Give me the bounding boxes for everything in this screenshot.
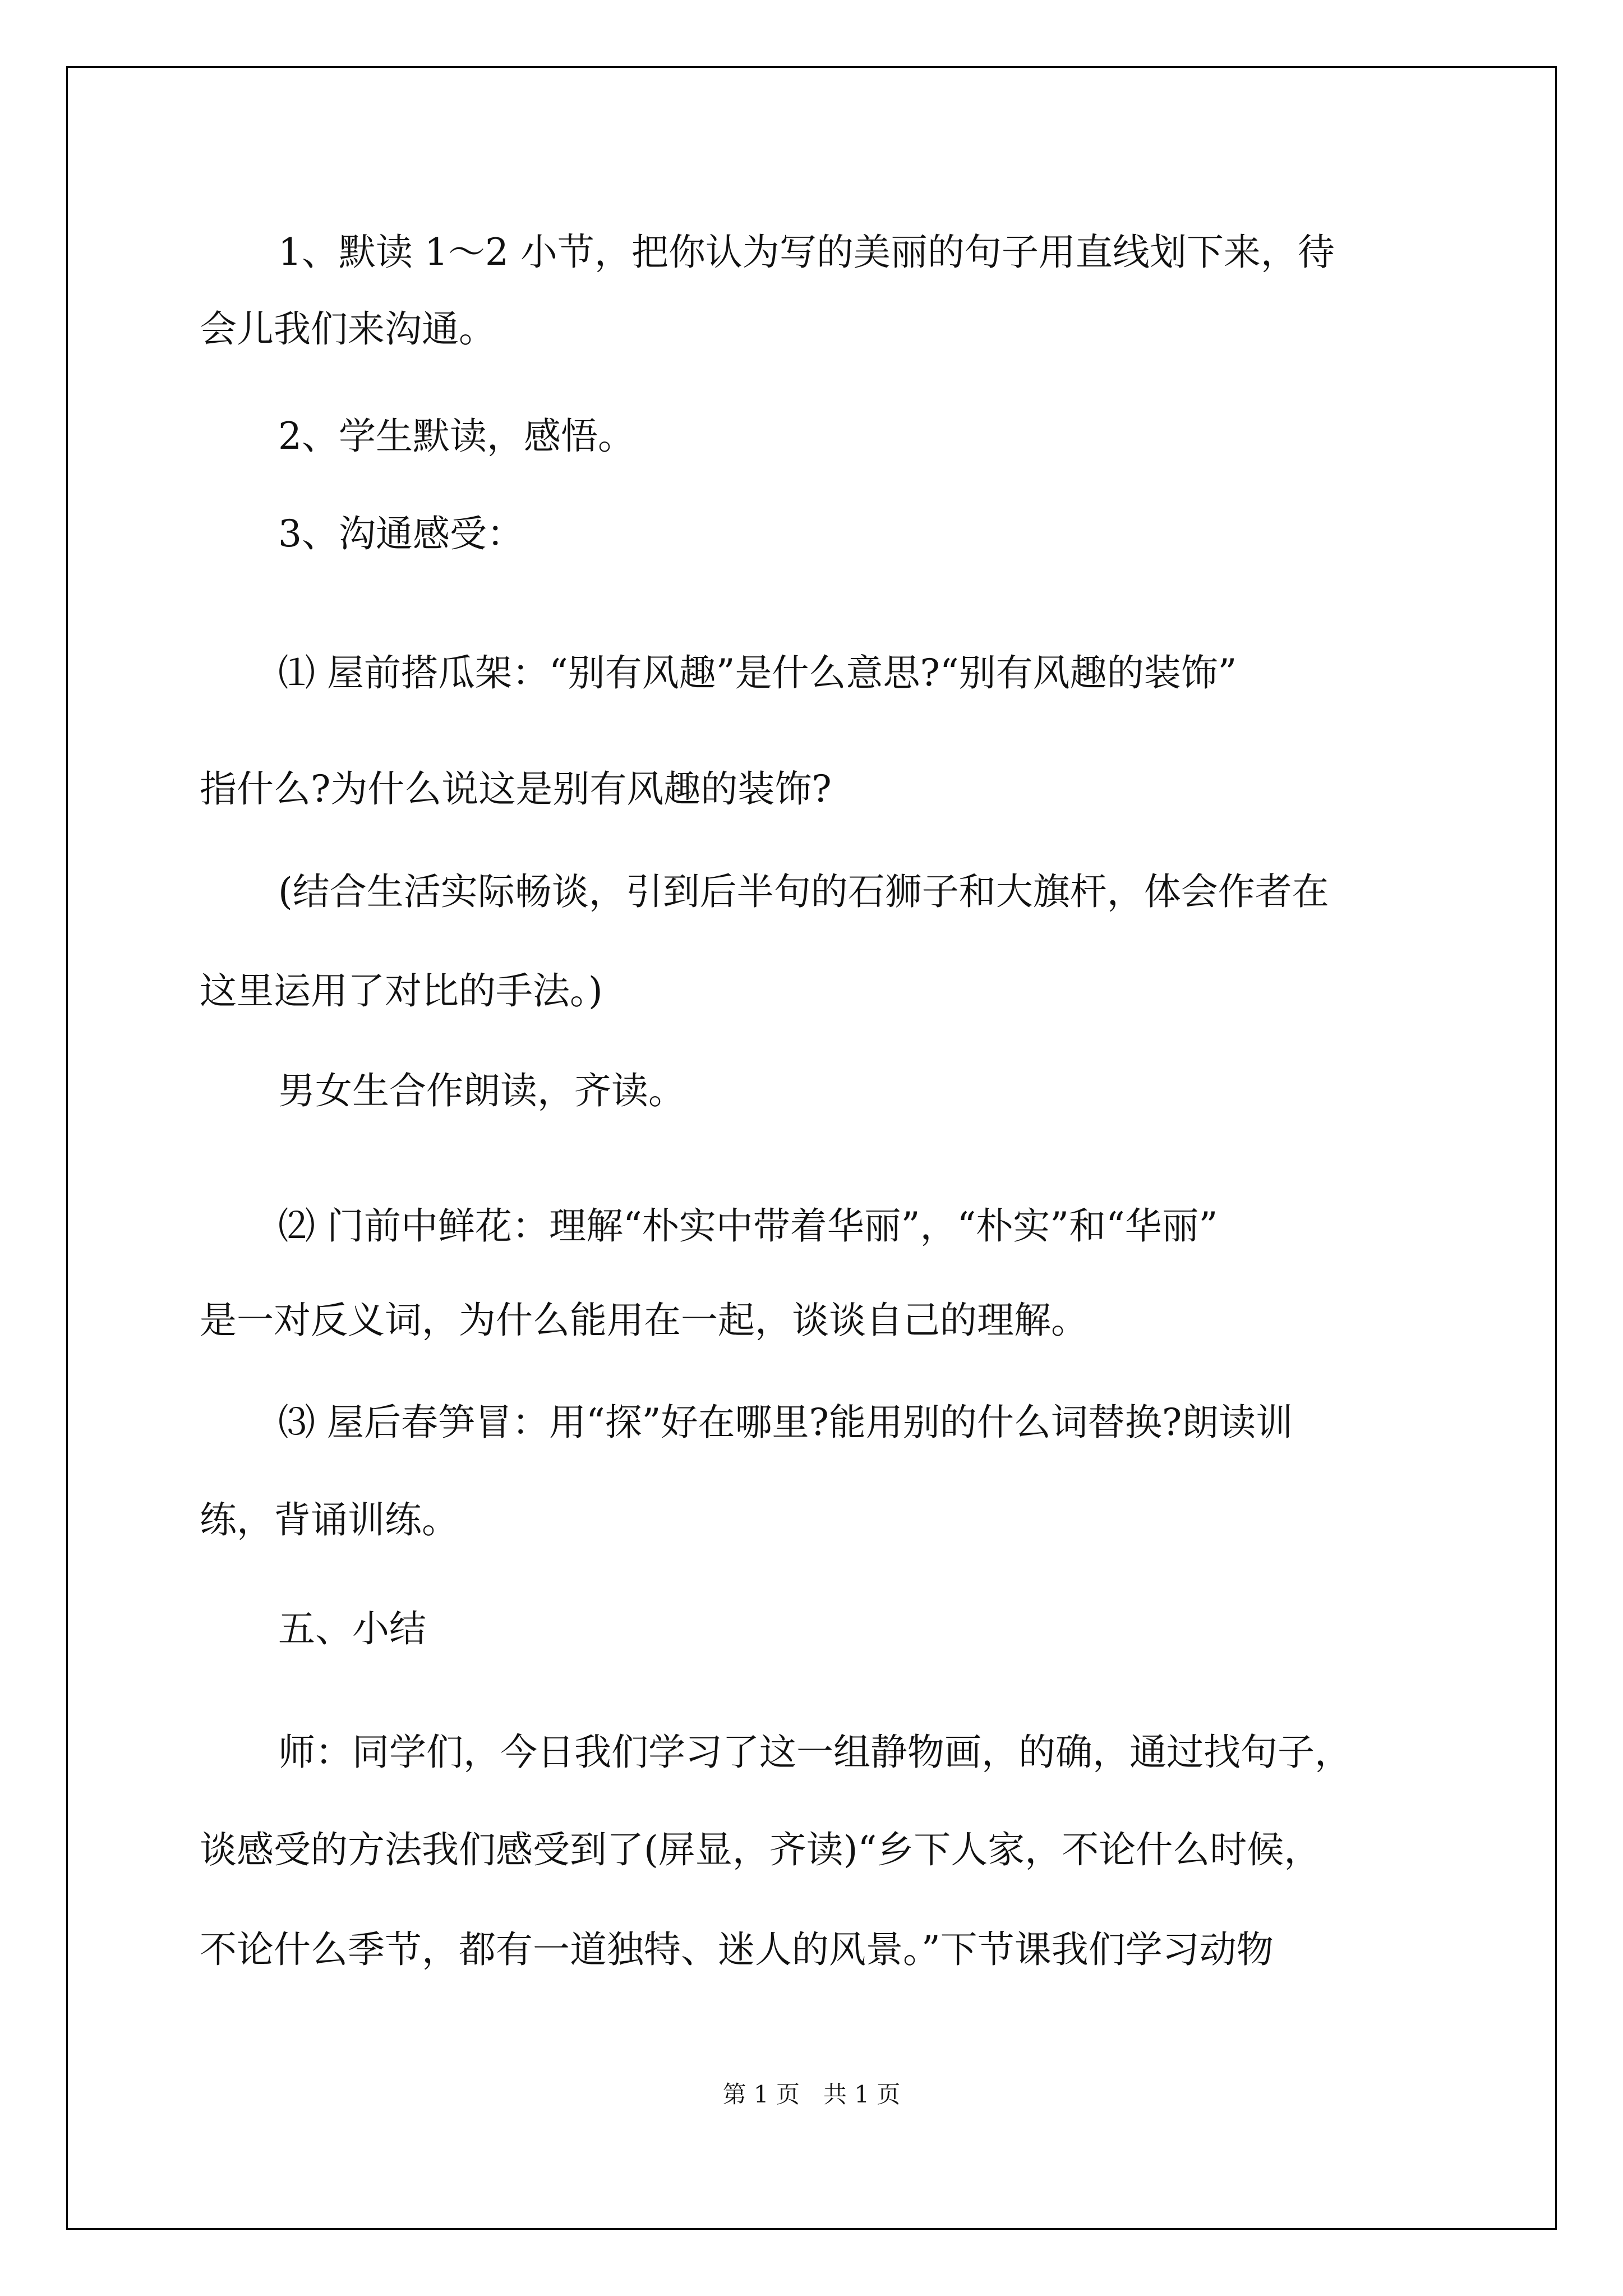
paragraph-line: 不论什么季节，都有一道独特、迷人的风景。”下节课我们学习动物 [200, 1928, 1274, 1971]
paragraph-line: 练，背诵训练。 [200, 1498, 459, 1542]
paragraph-line: (结合生活实际畅谈，引到后半句的石狮子和大旗杆，体会作者在 [278, 870, 1329, 913]
paragraph-line: 会儿我们来沟通。 [200, 307, 496, 351]
paragraph-line: 这里运用了对比的手法。) [200, 969, 603, 1013]
paragraph-line: 谈感受的方法我们感受到了(屏显，齐读)“乡下人家，不论什么时候， [200, 1828, 1321, 1871]
page-number: 第 1 页 共 1 页 [722, 2081, 901, 2108]
paragraph-line: ⑴ 屋前搭瓜架：“别有风趣”是什么意思?“别有风趣的装饰” [278, 651, 1237, 694]
page-border [66, 66, 1557, 2230]
section-heading: 五、小结 [278, 1607, 426, 1650]
paragraph-line: 是一对反义词，为什么能用在一起，谈谈自己的理解。 [200, 1299, 1088, 1342]
paragraph-line: ⑵ 门前中鲜花：理解“朴实中带着华丽”，“朴实”和“华丽” [278, 1204, 1218, 1248]
paragraph-line: 师：同学们，今日我们学习了这一组静物画，的确，通过找句子， [278, 1731, 1352, 1774]
paragraph-line: 指什么?为什么说这是别有风趣的装饰? [200, 767, 832, 811]
paragraph-line: 2、学生默读，感悟。 [278, 415, 635, 458]
paragraph-line: ⑶ 屋后春笋冒：用“探”好在哪里?能用别的什么词替换?朗读训 [278, 1401, 1293, 1444]
paragraph-line: 1、默读 1～2 小节，把你认为写的美丽的句子用直线划下来，待 [278, 231, 1335, 274]
paragraph-line: 男女生合作朗读，齐读。 [278, 1069, 685, 1112]
paragraph-line: 3、沟通感受： [278, 512, 524, 555]
